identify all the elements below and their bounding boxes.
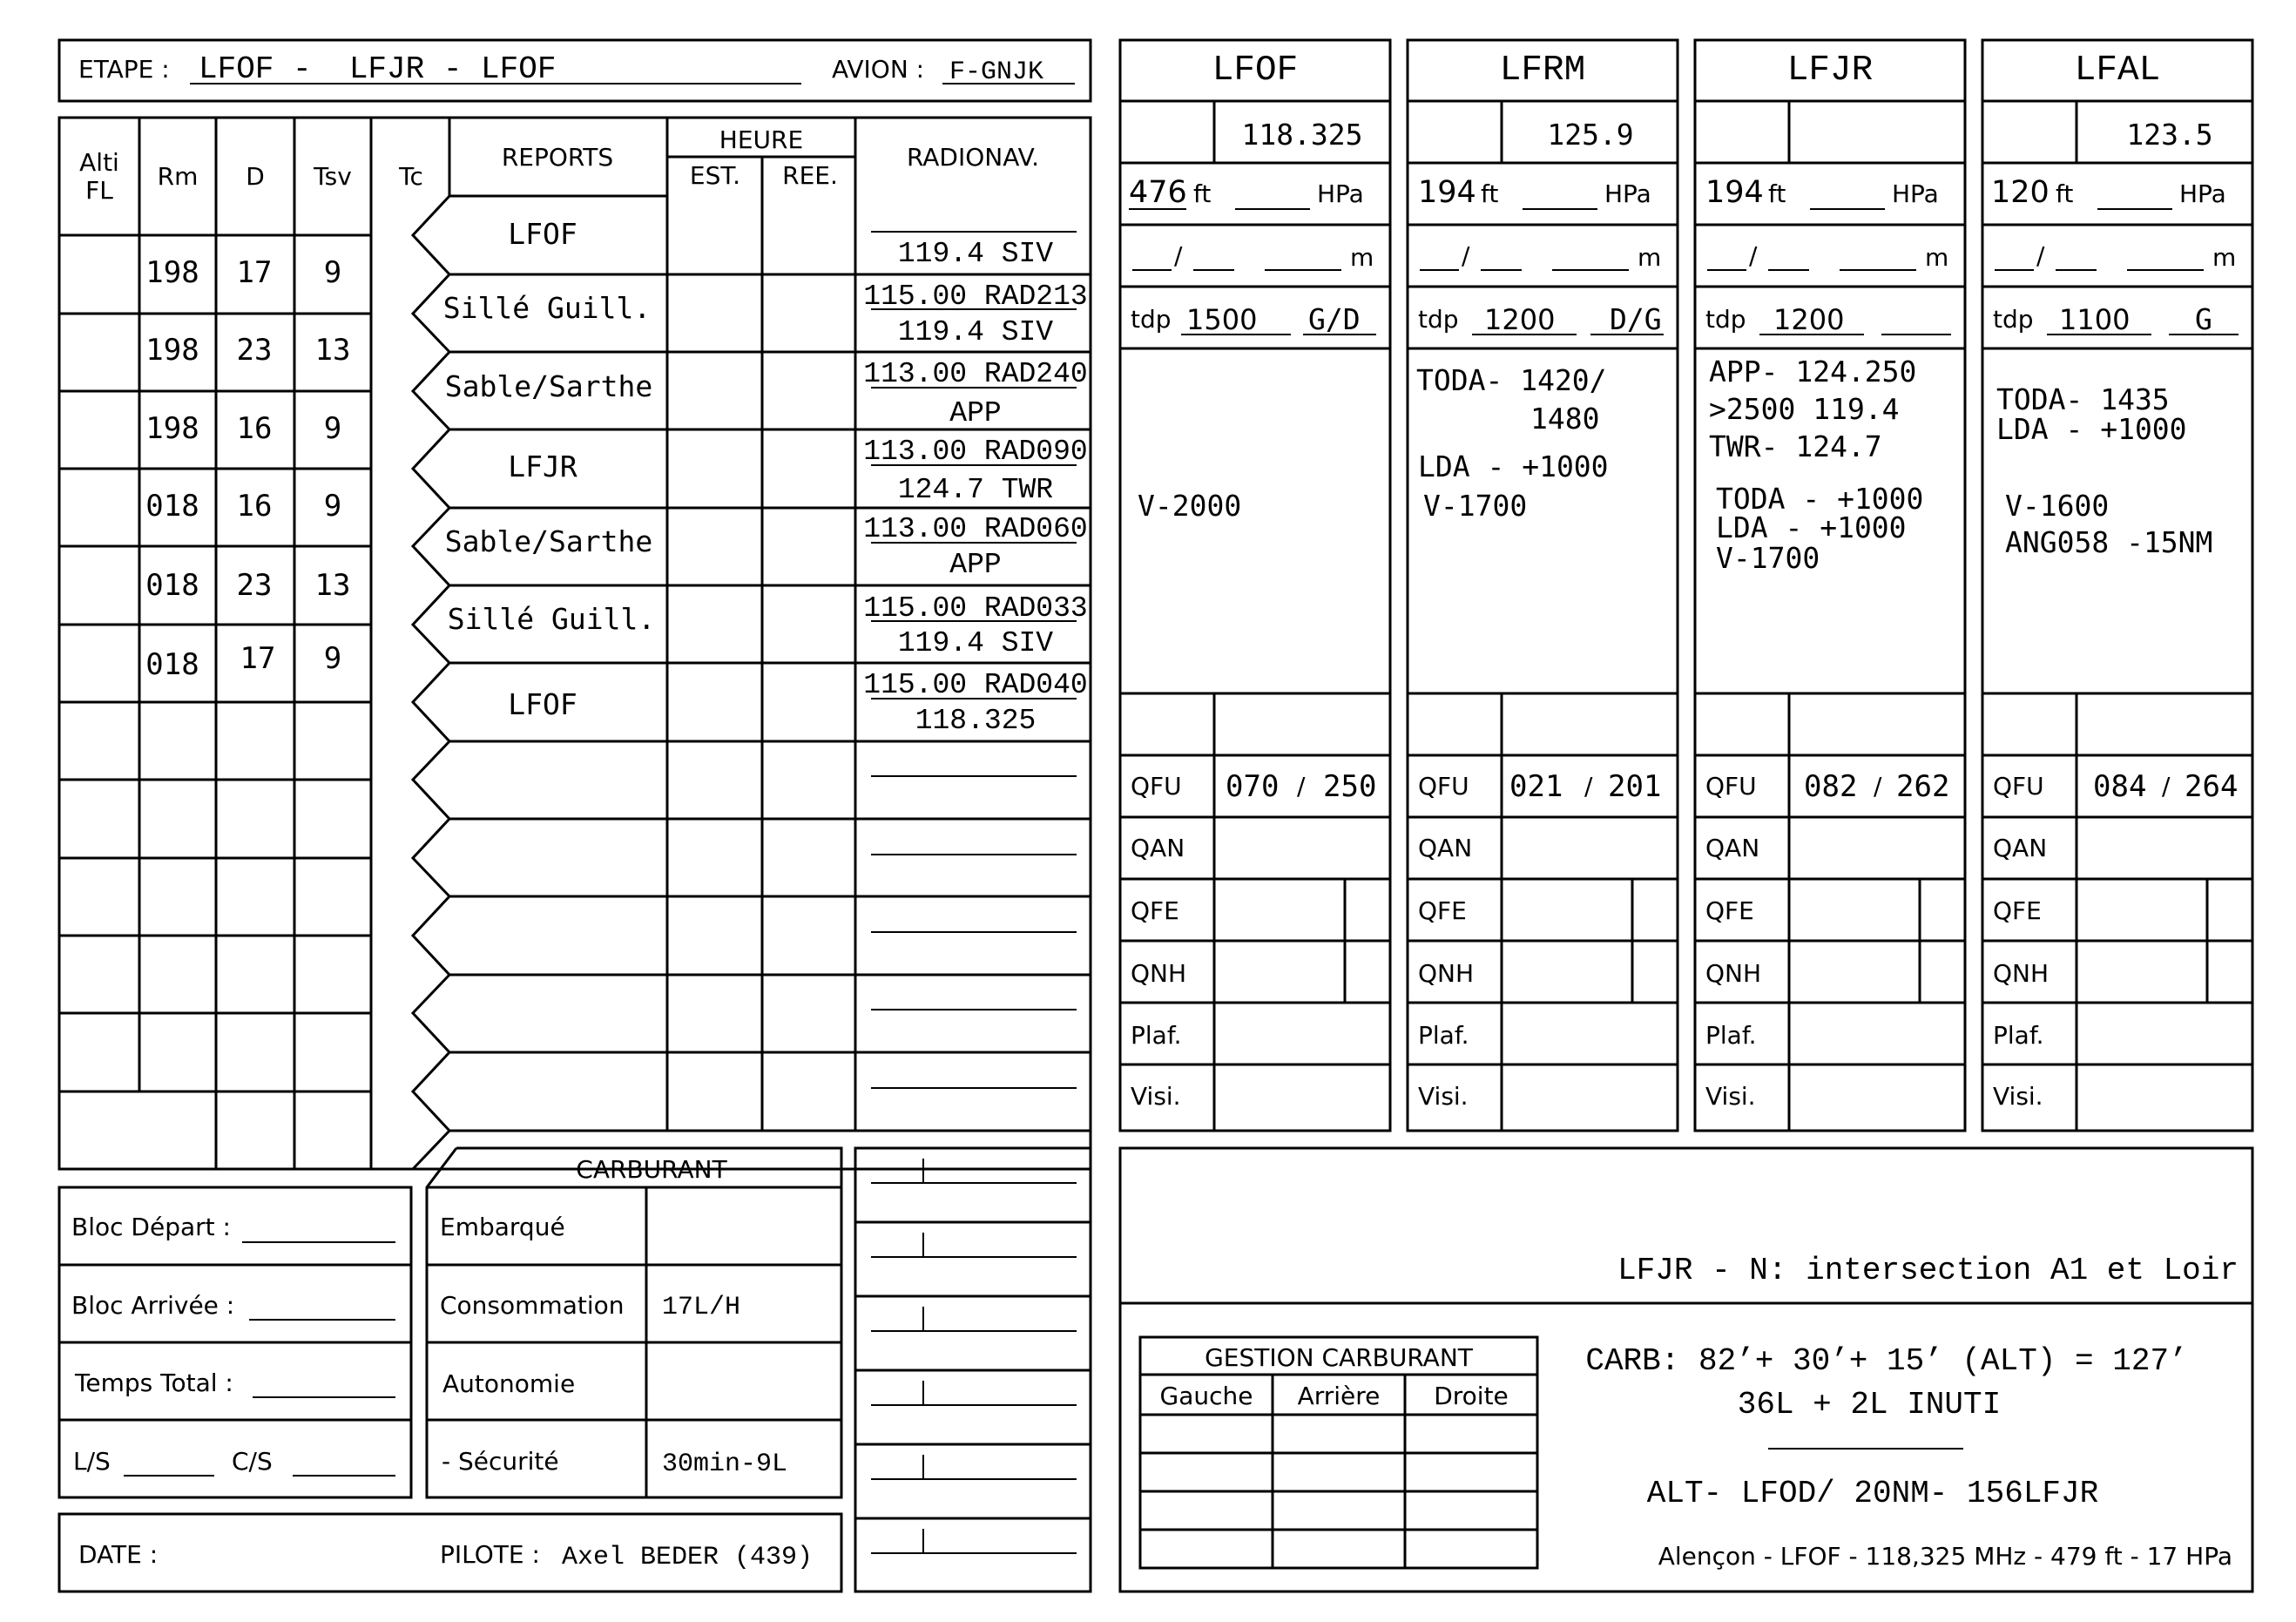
leg-rm[interactable]: 018: [145, 647, 199, 682]
fuel-label: Consommation: [440, 1291, 625, 1320]
aerodrome-note: V-1700: [1716, 541, 1820, 575]
aerodrome-code: LFJR: [1786, 51, 1874, 91]
waypoint[interactable]: Sillé Guill.: [442, 291, 652, 325]
radionav-line[interactable]: 115.00 RAD033: [863, 592, 1088, 625]
ft-unit: ft: [1481, 179, 1499, 208]
aerodrome-code: LFRM: [1499, 51, 1586, 91]
col-rm: Rm: [157, 162, 199, 191]
tdp-value[interactable]: 1500: [1186, 303, 1258, 336]
aerodrome-note: V-2000: [1138, 489, 1242, 523]
qfe-label: QFE: [1993, 896, 2042, 925]
radionav-line[interactable]: 113.00 RAD090: [863, 436, 1088, 468]
wind-sep: /: [1174, 241, 1183, 270]
elevation[interactable]: 476: [1129, 175, 1187, 210]
fuel-title: CARBURANT: [576, 1155, 727, 1184]
bloc-depart-label: Bloc Départ :: [71, 1213, 231, 1241]
tdp-label: tdp: [1993, 305, 2034, 334]
radionav-line[interactable]: APP: [949, 397, 1002, 429]
qfe-label: QFE: [1418, 896, 1467, 925]
qnh-label: QNH: [1705, 959, 1762, 988]
leg-d[interactable]: 16: [236, 411, 273, 446]
col-d: D: [246, 162, 265, 191]
qfu-sep: /: [2162, 772, 2171, 801]
gestion-col-droite: Droite: [1434, 1382, 1509, 1410]
waypoint[interactable]: Sillé Guill.: [447, 602, 656, 636]
cs-label: C/S: [232, 1447, 273, 1476]
m-unit: m: [1350, 243, 1374, 272]
hpa-unit: HPa: [1317, 179, 1364, 208]
plaf-label: Plaf.: [1705, 1021, 1757, 1050]
aerodrome-note: TODA - +1000: [1716, 482, 1924, 516]
bloc-arrivee-label: Bloc Arrivée :: [71, 1291, 235, 1320]
radionav-line[interactable]: 119.4 SIV: [897, 627, 1054, 659]
leg-d[interactable]: 17: [236, 255, 273, 290]
leg-tsv[interactable]: 9: [323, 255, 342, 290]
tdp-label: tdp: [1418, 305, 1459, 334]
avion-label: AVION :: [832, 55, 925, 84]
qfu-value-reciprocal[interactable]: 201: [1608, 769, 1662, 804]
etape-label: ETAPE :: [78, 55, 170, 84]
qfu-value[interactable]: 021: [1509, 769, 1563, 804]
tdp-value[interactable]: 1200: [1773, 303, 1845, 336]
plaf-label: Plaf.: [1131, 1021, 1182, 1050]
aerodrome-panel-lfrm: [1416, 51, 1664, 1111]
col-alti: Alti: [79, 148, 119, 177]
plaf-label: Plaf.: [1993, 1021, 2044, 1050]
aerodrome-note: LDA - +1000: [1418, 449, 1609, 483]
radionav-line[interactable]: 124.7 TWR: [897, 474, 1054, 506]
ft-unit: ft: [2056, 179, 2074, 208]
pilote-label: PILOTE :: [440, 1540, 540, 1569]
qfe-label: QFE: [1131, 896, 1179, 925]
qan-label: QAN: [1131, 834, 1185, 862]
gestion-col-gauche: Gauche: [1159, 1382, 1253, 1410]
m-unit: m: [1638, 243, 1662, 272]
qfu-value[interactable]: 070: [1226, 769, 1280, 804]
elevation[interactable]: 194: [1705, 175, 1764, 210]
radionav-line[interactable]: 118.325: [915, 705, 1037, 737]
date-label: DATE :: [78, 1540, 159, 1569]
pilote-value[interactable]: Axel BEDER (439): [562, 1543, 814, 1572]
aerodrome-note: APP- 124.250: [1709, 355, 1917, 389]
aerodrome-note: ANG058 -15NM: [2005, 525, 2213, 559]
aerodrome-panel-lfal: [1991, 51, 2239, 1111]
alencon-info: Alençon - LFOF - 118,325 MHz - 479 ft - 17 HPa: [1658, 1542, 2232, 1571]
temps-total-label: Temps Total :: [75, 1369, 233, 1397]
tdp-side[interactable]: D/G: [1610, 302, 1662, 336]
fuel-label: Embarqué: [440, 1213, 565, 1241]
wind-sep: /: [1462, 241, 1470, 270]
aerodrome-code: LFAL: [2074, 51, 2161, 91]
col-ree: REE.: [782, 161, 838, 190]
qfu-label: QFU: [1418, 772, 1469, 801]
waypoint[interactable]: LFOF: [508, 217, 577, 251]
visi-label: Visi.: [1131, 1082, 1181, 1111]
aerodrome-note: LDA - +1000: [1996, 412, 2187, 446]
radionav-line[interactable]: 119.4 SIV: [897, 316, 1054, 348]
fuel-label: - Sécurité: [442, 1447, 559, 1476]
carb-liters: 36L + 2L INUTI: [1737, 1387, 2002, 1423]
aerodrome-note: V-1700: [1423, 489, 1528, 523]
plaf-label: Plaf.: [1418, 1021, 1469, 1050]
elevation[interactable]: 120: [1991, 175, 2050, 210]
qfu-value[interactable]: 082: [1804, 769, 1858, 804]
leg-rm[interactable]: 198: [145, 333, 199, 368]
m-unit: m: [2212, 243, 2237, 272]
aerodrome-note: TODA- 1435: [1996, 382, 2170, 416]
aerodrome-panel-frames: [1120, 40, 2252, 1131]
qnh-label: QNH: [1418, 959, 1475, 988]
qnh-label: QNH: [1993, 959, 2050, 988]
hpa-unit: HPa: [2179, 179, 2226, 208]
visi-label: Visi.: [1705, 1082, 1756, 1111]
qfe-label: QFE: [1705, 896, 1754, 925]
col-heure: HEURE: [719, 125, 804, 154]
aerodrome-note: V-1600: [2005, 489, 2110, 523]
alternate-line: ALT- LFOD/ 20NM- 156LFJR: [1646, 1476, 2099, 1511]
col-est: EST.: [689, 161, 741, 190]
col-tsv: Tsv: [314, 162, 352, 191]
leg-d[interactable]: 23: [236, 333, 273, 368]
radionav-line[interactable]: 113.00 RAD060: [863, 513, 1088, 545]
qfu-value-reciprocal[interactable]: 250: [1323, 769, 1377, 804]
gestion-col-arriere: Arrière: [1297, 1382, 1381, 1410]
aerodrome-note: 1480: [1530, 402, 1600, 436]
leg-tsv[interactable]: 13: [314, 568, 351, 603]
qfu-label: QFU: [1131, 772, 1182, 801]
wind-sep: /: [2036, 241, 2045, 270]
qnh-label: QNH: [1131, 959, 1187, 988]
qfu-value-reciprocal[interactable]: 262: [1896, 769, 1950, 804]
aerodrome-note: LDA - +1000: [1716, 510, 1907, 544]
fuel-value[interactable]: 17L/H: [662, 1293, 741, 1322]
waypoint[interactable]: Sable/Sarthe: [444, 369, 653, 403]
radionav-line[interactable]: 115.00 RAD213: [863, 280, 1088, 313]
m-unit: m: [1925, 243, 1949, 272]
aerodrome-freq[interactable]: 123.5: [2126, 118, 2213, 152]
leg-tsv[interactable]: 9: [323, 641, 342, 676]
waypoint[interactable]: Sable/Sarthe: [444, 524, 653, 558]
radionav-line[interactable]: 113.00 RAD240: [863, 358, 1088, 390]
wind-sep: /: [1749, 241, 1758, 270]
carb-calc: CARB: 82’+ 30’+ 15’ (ALT) = 127’: [1585, 1343, 2188, 1379]
fuel-box: [427, 1148, 841, 1497]
col-reports: REPORTS: [501, 143, 614, 172]
aerodrome-freq[interactable]: 118.325: [1241, 118, 1363, 152]
tdp-label: tdp: [1705, 305, 1746, 334]
leg-rm[interactable]: 018: [145, 568, 199, 603]
aerodrome-freq[interactable]: 125.9: [1547, 118, 1634, 152]
qfu-sep: /: [1297, 772, 1306, 801]
visi-label: Visi.: [1993, 1082, 2043, 1111]
leg-d[interactable]: 23: [236, 568, 273, 603]
leg-rm[interactable]: 018: [145, 489, 199, 524]
leg-tsv[interactable]: 13: [314, 333, 351, 368]
waypoint[interactable]: LFJR: [508, 449, 577, 483]
leg-d[interactable]: 16: [236, 489, 273, 524]
ft-unit: ft: [1768, 179, 1786, 208]
qfu-value-reciprocal[interactable]: 264: [2185, 769, 2239, 804]
tdp-side[interactable]: G/D: [1308, 302, 1361, 336]
ls-label: L/S: [73, 1447, 111, 1476]
hpa-unit: HPa: [1892, 179, 1939, 208]
waypoint[interactable]: LFOF: [508, 687, 577, 721]
tdp-label: tdp: [1131, 305, 1172, 334]
aerodrome-note: TODA- 1420/: [1416, 363, 1607, 397]
etape-value[interactable]: LFOF - LFJR - LFOF: [199, 51, 557, 87]
ft-unit: ft: [1193, 179, 1212, 208]
qan-label: QAN: [1993, 834, 2048, 862]
tdp-side[interactable]: G: [2195, 302, 2212, 336]
radionav-line[interactable]: 119.4 SIV: [897, 238, 1054, 270]
aerodrome-panel-lfjr: [1705, 51, 1951, 1111]
hpa-unit: HPa: [1604, 179, 1651, 208]
qfu-sep: /: [1584, 772, 1593, 801]
avion-value[interactable]: F-GNJK: [949, 57, 1044, 87]
tdp-value[interactable]: 1100: [2059, 303, 2131, 336]
radionav-line[interactable]: APP: [949, 549, 1002, 581]
visi-label: Visi.: [1418, 1082, 1469, 1111]
qan-label: QAN: [1418, 834, 1473, 862]
qfu-sep: /: [1874, 772, 1882, 801]
aerodrome-code: LFOF: [1212, 51, 1299, 91]
leg-d[interactable]: 17: [240, 641, 276, 676]
radionav-line[interactable]: 115.00 RAD040: [863, 669, 1088, 701]
aerodrome-panel-lfof: [1129, 51, 1376, 1111]
col-tc: Tc: [399, 162, 423, 191]
fuel-value[interactable]: 30min-9L: [662, 1450, 788, 1479]
tdp-value[interactable]: 1200: [1484, 303, 1556, 336]
fuel-label: Autonomie: [442, 1369, 576, 1398]
aerodrome-note: TWR- 124.7: [1709, 429, 1882, 463]
col-fl: FL: [85, 176, 113, 205]
route-note: LFJR - N: intersection A1 et Loir: [1617, 1253, 2239, 1288]
aerodrome-note: >2500 119.4: [1709, 392, 1900, 426]
qan-label: QAN: [1705, 834, 1760, 862]
qfu-label: QFU: [1993, 772, 2044, 801]
leg-rm[interactable]: 198: [145, 411, 199, 446]
qfu-value[interactable]: 084: [2093, 769, 2147, 804]
col-radionav: RADIONAV.: [906, 143, 1040, 172]
gestion-title: GESTION CARBURANT: [1205, 1343, 1473, 1372]
tick-log[interactable]: [855, 1148, 1091, 1592]
leg-tsv[interactable]: 9: [323, 489, 342, 524]
leg-rm[interactable]: 198: [145, 255, 199, 290]
elevation[interactable]: 194: [1418, 175, 1476, 210]
leg-tsv[interactable]: 9: [323, 411, 342, 446]
qfu-label: QFU: [1705, 772, 1757, 801]
